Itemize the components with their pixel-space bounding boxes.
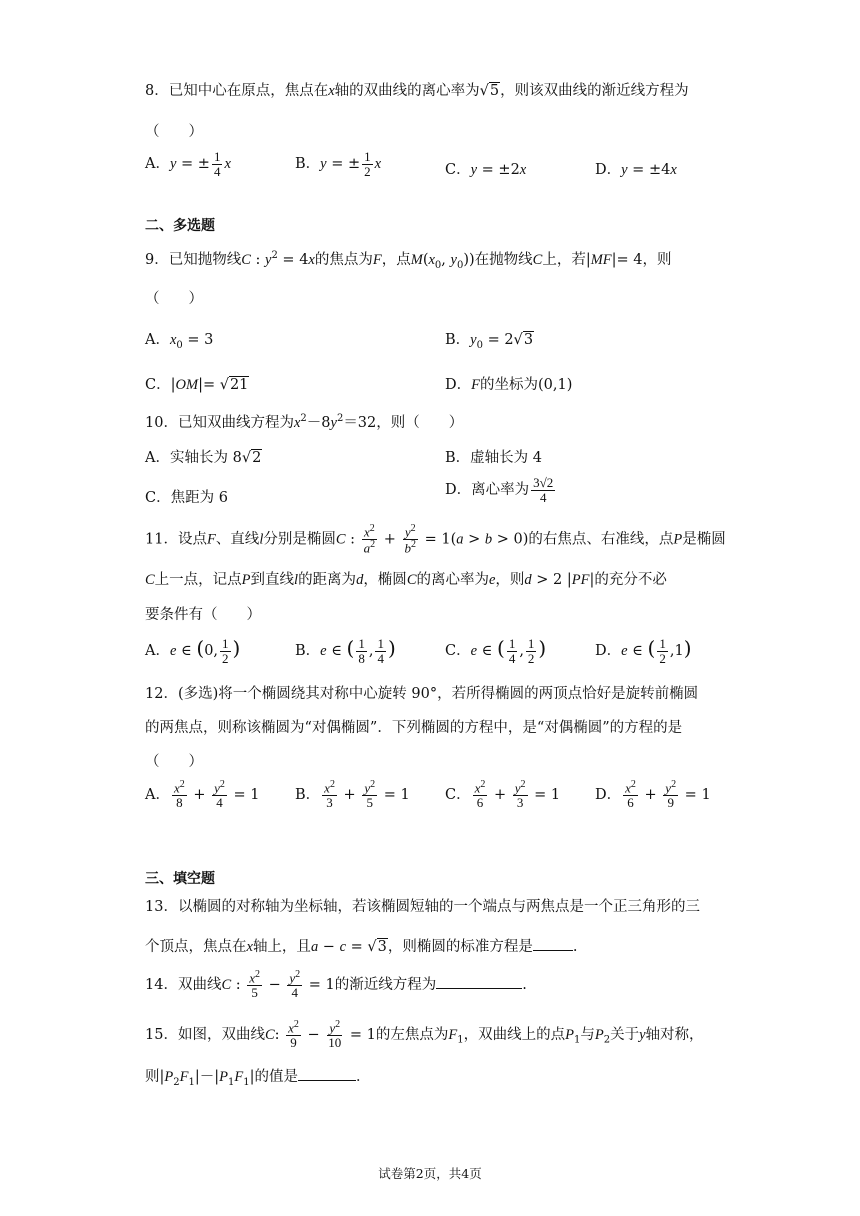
question-9-stem: 9．已知抛物线C : $y^2 = 4x$的焦点为F，点$M(x_0$, $y_0$))在抛物线C上，若|MF|= 4，则: [145, 250, 672, 271]
question-9-paren: （ ）: [145, 291, 203, 307]
page-footer: 试卷第2页，共4页: [378, 1166, 482, 1181]
q12-option-c: C． $\frac{x^2}{6}$ + $\frac{y^2}{3}$ = 1: [445, 779, 561, 810]
q8-option-d: D．y = ±4x: [595, 162, 677, 178]
question-14: 14．双曲线C : $\frac{x^2}{5}$ − $\frac{y^2}{4}$ = 1的渐近线方程为 .: [145, 969, 527, 1000]
question-8-stem: 8．已知中心在原点，焦点在x轴的双曲线的离心率为√5，则该双曲线的渐近线方程为: [145, 83, 689, 99]
q11-option-d: D．e ∈ ( $\frac{1}{2}$ ,1): [595, 635, 692, 666]
q10-option-d: D．离心率为 $\frac{3√2}{4}$: [445, 475, 554, 505]
q10-option-c: C．焦距为 6: [145, 490, 228, 506]
q8-option-a: A．y = ± $\frac{1}{4}$ x: [145, 149, 231, 179]
question-8-paren: （ ）: [145, 124, 203, 140]
section-title-fill-in: 三、填空题: [145, 871, 215, 887]
q9-option-d: D．F的坐标为(0,1): [445, 377, 573, 393]
q10-option-b: B．虚轴长为 4: [445, 450, 542, 466]
question-12-line1: 12．(多选)将一个椭圆绕其对称中心旋转 90°，若所得椭圆的两顶点恰好是旋转前椭圆: [145, 686, 699, 702]
question-15-line2: 则$|P_2F_1|-|P_1F_1|$的值是 ．: [145, 1069, 371, 1088]
answer-blank-13[interactable]: [533, 938, 573, 951]
answer-blank-14[interactable]: [436, 976, 522, 989]
answer-blank-15[interactable]: [298, 1068, 356, 1081]
question-12-paren: （ ）: [145, 754, 203, 770]
question-15-line1: 15．如图，双曲线C: $\frac{x^2}{9}$ − $\frac{y^2}{10}$ = 1的左焦点为$F_1$，双曲线上的点$P_1$与$P_2$关于y轴对称，: [145, 1019, 704, 1050]
question-12-line2: 的两焦点，则称该椭圆为“对偶椭圆”．下列椭圆的方程中，是“对偶椭圆”的方程的是: [145, 720, 683, 736]
q12-option-d: D． $\frac{x^2}{6}$ + $\frac{y^2}{9}$ = 1: [595, 779, 711, 810]
section-title-multiple-choice: 二、多选题: [145, 218, 215, 234]
question-11-line3: 要条件有（ ）: [145, 607, 261, 623]
q8-option-b: B．y = ± $\frac{1}{2}$ x: [295, 149, 382, 179]
question-13-line1: 13．以椭圆的对称轴为坐标轴，若该椭圆短轴的一个端点与两焦点是一个正三角形的三: [145, 899, 700, 915]
q9-option-a: A．$x_0 = 3$: [145, 332, 214, 351]
question-13-line2: 个顶点，焦点在x轴上，且a − c = √3，则椭圆的标准方程是 .: [145, 939, 578, 955]
q12-option-b: B． $\frac{x^2}{3}$ + $\frac{y^2}{5}$ = 1: [295, 779, 410, 810]
q11-option-b: B．e ∈ ( $\frac{1}{8}$ , $\frac{1}{4}$ ): [295, 635, 396, 666]
question-10-stem: 10．已知双曲线方程为$x^2-8y^2=32$，则（ ）: [145, 413, 464, 431]
question-11-line2: C上一点，记点P到直线l的距离为d，椭圆C的离心率为e，则d > 2 |PF|的充分不必: [145, 572, 667, 588]
q10-option-a: A．实轴长为 8√2: [145, 450, 262, 466]
q9-option-b: B．$y_0 = 2√3$: [445, 332, 534, 351]
q11-option-a: A．e ∈ (0, $\frac{1}{2}$ ): [145, 635, 241, 666]
q12-option-a: A． $\frac{x^2}{8}$ + $\frac{y^2}{4}$ = 1: [145, 779, 260, 810]
q11-option-c: C．e ∈ ( $\frac{1}{4}$ , $\frac{1}{2}$ ): [445, 635, 547, 666]
q8-option-c: C．y = ±2x: [445, 162, 527, 178]
q9-option-c: C．|OM|= √21: [145, 377, 249, 393]
question-11-line1: 11．设点F、直线l分别是椭圆C : $\frac{x^2}{a^2}$ + $\frac{y^2}{b^2}$ = 1(a > b > 0)的右焦点、右准线，点P是椭圆: [145, 523, 726, 556]
